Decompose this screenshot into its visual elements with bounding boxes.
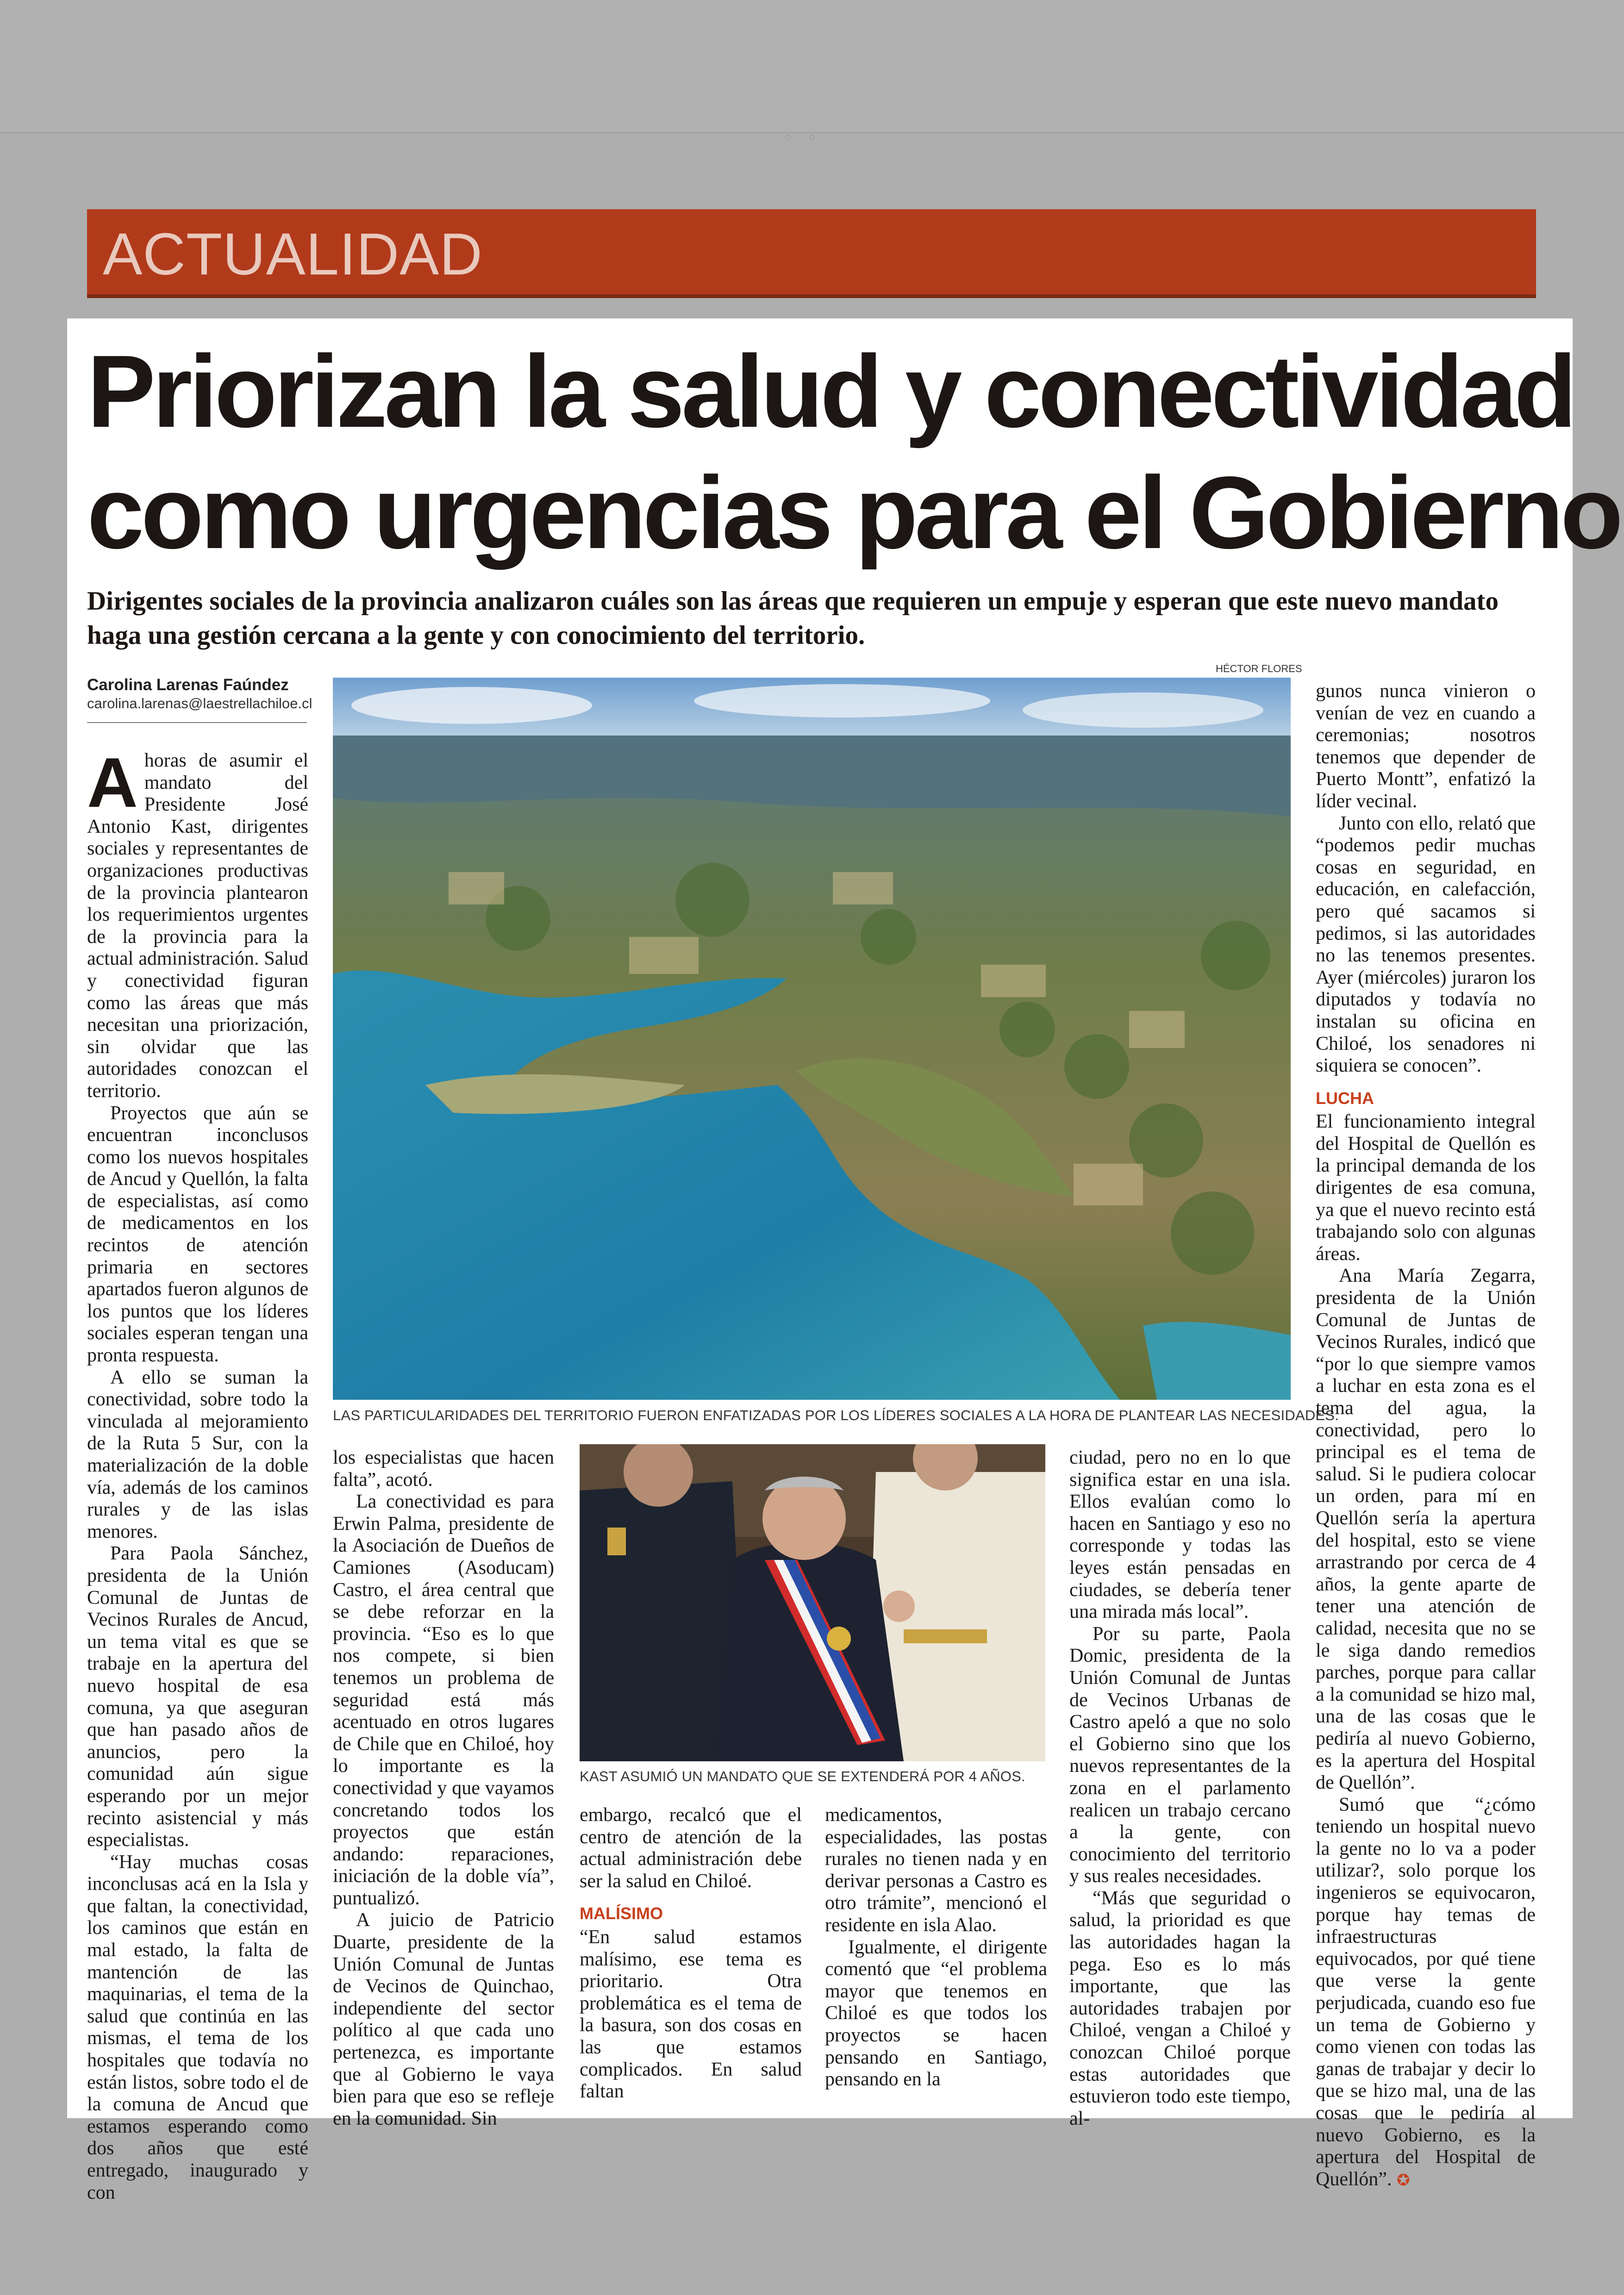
paragraph: Proyectos que aún se encuentran inconclusos como los nuevos hospitales de Ancud y Quellón, la falta de especialistas, así como de medicamentos en los recintos de atención primaria en sectores apartados fueron algunos de los puntos que los líderes sociales esperan tengan una pronta respuesta.	[87, 1102, 308, 1366]
paragraph-text: horas de asumir el mandato del Presidente José Antonio Kast, dirigentes sociales y representantes de organizaciones productivas de la provincia plantearon los requerimientos urgentes de la provincia para la actual administración. Salud y conectividad figuran como las áreas que más necesitan una priorización, sin olvidar que las autoridades conozcan el territorio.	[87, 750, 308, 1102]
paragraph: “Más que seguridad o salud, la prioridad es que las autoridades hagan la pega. Eso es lo más importante, que las autoridades trabajen por Chiloé, vengan a Chiloé y conozcan Chiloé porque estas autoridades que estuvieron todo este tiempo, al-	[1069, 1887, 1291, 2129]
end-of-article-icon: ✪	[1396, 2170, 1410, 2189]
inauguration-photo-illustration	[580, 1444, 1045, 1761]
paragraph	[87, 743, 308, 1103]
byline-divider	[87, 722, 307, 723]
photo-caption-2: KAST ASUMIÓ UN MANDATO QUE SE EXTENDERÁ POR 4 AÑOS.	[580, 1768, 1025, 1784]
dropcap: A	[87, 743, 138, 822]
article-column-1	[87, 743, 308, 2203]
paragraph: Por su parte, Paola Domic, presidenta de la Unión Comunal de Juntas de Vecinos Urbanas de Castro apeló a que no solo el Gobierno sino que los nuevos representantes de la zona en el parlamento realicen un trabajo cercano a la gente, con conocimiento del territorio y sus reales necesidades.	[1069, 1623, 1291, 1887]
photo-credit: HÉCTOR FLORES	[1216, 663, 1302, 674]
page-indicator-icon[interactable]: ◦◦	[782, 128, 831, 148]
aerial-photo-illustration	[333, 678, 1291, 1400]
section-label: ACTUALIDAD	[103, 221, 483, 287]
paragraph: ciudad, pero no en lo que significa estar en una isla. Ellos evalúan como lo hacen en Santiago y eso no corresponde y todas las leyes están pensadas en ciudades, se debería tener una mirada más local”.	[1069, 1447, 1291, 1623]
headline-line-1: Priorizan la salud y conectividad	[87, 334, 1574, 449]
paragraph: medicamentos, especialidades, las postas rurales no tienen nada y en derivar personas a Castro es otro trámite”, mencionó el residente en isla Alao.	[825, 1804, 1047, 1936]
subhead-malisimo: MALÍSIMO	[580, 1904, 663, 1923]
paragraph: El funcionamiento integral del Hospital de Quellón es la principal demanda de los dirigentes de esa comuna, ya que el nuevo recinto está trabajando solo con algunas áreas.	[1316, 1111, 1536, 1265]
byline-email[interactable]: carolina.larenas@laestrellachiloe.cl	[87, 695, 312, 711]
aerial-landscape-photo	[333, 678, 1291, 1400]
paragraph	[1316, 1794, 1536, 2192]
paragraph: A ello se suman la conectividad, sobre todo la vinculada al mejoramiento de la Ruta 5 Sur, con la materialización de la doble vía, además de los caminos rurales y de las islas menores.	[87, 1366, 308, 1542]
subhead-lucha: LUCHA	[1316, 1088, 1374, 1108]
paragraph-text: Sumó que “¿cómo teniendo un hospital nuevo la gente no lo va a poder utilizar?, solo porque los ingenieros se equivocaron, porque hay temas de infraestructuras equivocados, por qué tiene que verse la gente perjudicada, cuando eso fue un tema de Gobierno y como vienen con todas las ganas de trabajar y decir lo que se hizo mal, una de las cosas que le pediría al nuevo Gobierno, es la apertura del Hospital de Quellón”.	[1316, 1794, 1536, 2190]
article-column-3	[580, 1804, 802, 2102]
viewer-top-strip	[0, 0, 1624, 132]
section-bar	[87, 209, 1536, 298]
paragraph: La conectividad es para Erwin Palma, presidente de la Asociación de Dueños de Camiones (Asoducam) Castro, el área central que se debe reforzar en la provincia. “Eso es lo que nos compete, si bien tenemos un problema de seguridad está más acentuado en otros lugares de Chile que en Chiloé, hoy lo importante es la conectividad y que vayamos concretando todos los proyectos que están andando: reparaciones, iniciación de la doble vía”, puntualizó.	[333, 1491, 554, 1909]
inauguration-photo	[580, 1444, 1045, 1761]
headline	[87, 331, 1620, 574]
article-column-5	[1069, 1447, 1291, 2129]
paragraph: embargo, recalcó que el centro de atención de la actual administración debe ser la salud en Chiloé.	[580, 1804, 802, 1892]
deck-subtitle: Dirigentes sociales de la provincia analizaron cuáles son las áreas que requieren un empuje y esperan que este nuevo mandato haga una gestión cercana a la gente y con conocimiento del territorio.	[87, 586, 1499, 650]
headline-line-2: como urgencias para el Gobierno	[87, 455, 1620, 570]
byline-author: Carolina Larenas Faúndez	[87, 676, 289, 694]
article-column-6	[1316, 680, 1536, 2190]
paragraph: “En salud estamos malísimo, ese tema es prioritario. Otra problemática es el tema de la basura, son dos cosas en las que estamos complicados. En salud faltan	[580, 1926, 802, 2102]
photo-caption-1: LAS PARTICULARIDADES DEL TERRITORIO FUERON ENFATIZADAS POR LOS LÍDERES SOCIALES A LA HORA DE PLANTEAR LAS NECESIDADES.	[333, 1407, 1339, 1423]
paragraph: Ana María Zegarra, presidenta de la Unión Comunal de Juntas de Vecinos Rurales, indicó que “por lo que siempre vamos a luchar en esta zona es el tema del agua, la conectividad, pero lo principal es el tema de salud. Si le pudiera colocar un orden, para mí en Quellón sería la apertura del hospital, esto se viene arrastrando por cerca de 4 años, la gente aparte de tener una atención de calidad, necesita que no se le siga dando remedios parches, porque para callar a la comunidad se hizo mal, una de las cosas que le pediría al nuevo Gobierno, es la apertura del Hospital de Quellón”.	[1316, 1265, 1536, 1794]
paragraph: A juicio de Patricio Duarte, presidente de la Unión Comunal de Juntas de Vecinos de Quinchao, independiente del sector político al que cada uno pertenezca, es importante que al Gobierno le vaya bien para que eso se refleje en la comunidad. Sin	[333, 1909, 554, 2129]
paragraph: los especialistas que hacen falta”, acotó.	[333, 1447, 554, 1491]
paragraph: “Hay muchas cosas inconclusas acá en la Isla y que faltan, la conectividad, los caminos que están en mal estado, la falta de mantención de las maquinarias, el tema de la salud que continúa en las mismas, el tema de los hospitales que todavía no están listos, sobre todo el de la comuna de Ancud que estamos esperando como dos años que esté entregado, inaugurado y con	[87, 1851, 308, 2203]
paragraph: Junto con ello, relató que “podemos pedir muchas cosas en seguridad, en educación, en calefacción, pero qué sacamos si pedimos, si las autoridades no las tenemos presentes. Ayer (miércoles) juraron los diputados y todavía no instalan su oficina en Chiloé, los senadores ni siquiera se conocen”.	[1316, 812, 1536, 1077]
paragraph: Igualmente, el dirigente comentó que “el problema mayor que tenemos en Chiloé es que todos los proyectos se hacen pensando en Santiago, pensando en la	[825, 1936, 1047, 2090]
article-column-2	[333, 1447, 554, 2129]
paragraph: Para Paola Sánchez, presidenta de la Unión Comunal de Juntas de Vecinos Rurales de Ancud, un tema vital es que se trabaje en la apertura del nuevo hospital de esa comuna, ya que aseguran que han pasado años de anuncios, pero la comunidad aún sigue esperando por un mejor recinto asistencial y más especialistas.	[87, 1543, 308, 1851]
paragraph: gunos nunca vinieron o venían de vez en cuando a ceremonias; nosotros tenemos que depender de Puerto Montt”, enfatizó la líder vecinal.	[1316, 680, 1536, 812]
article-column-4	[825, 1804, 1047, 2091]
